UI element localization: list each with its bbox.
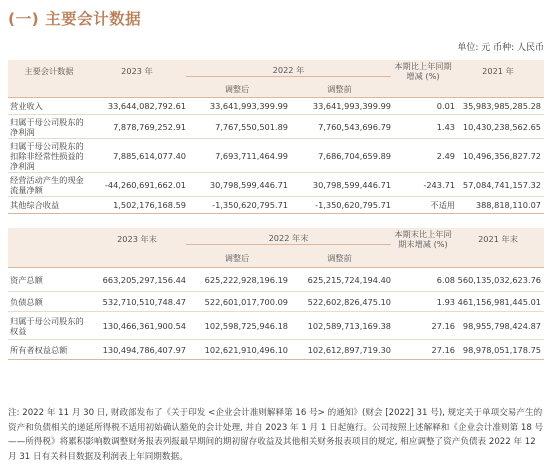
table2-header-row1 (8, 228, 544, 250)
value-2023: 532,710,510,748.47 (102, 296, 186, 307)
row-label: 负债总额 (10, 296, 43, 307)
value-2021: 98,955,798,424.87 (462, 320, 541, 331)
value-2021: 461,156,981,445.01 (457, 296, 541, 307)
value-2022-before: 7,686,704,659.89 (318, 150, 391, 161)
value-2023: 7,885,614,077.40 (113, 150, 186, 161)
table-row (8, 340, 544, 360)
table-row (8, 312, 544, 340)
table2-header-row2 (8, 250, 544, 268)
table-row (8, 173, 544, 197)
row-label: 经营活动产生的现金流量净额 (10, 174, 84, 195)
value-2021: 57,084,741,157.32 (462, 179, 541, 190)
table-row (8, 197, 544, 214)
value-change: 27.16 (431, 320, 455, 331)
table-row (8, 292, 544, 312)
value-2023: -44,260,691,662.01 (104, 179, 186, 190)
value-2022-before: 102,589,713,169.38 (307, 320, 391, 331)
value-2022-adjusted: 33,641,993,399.99 (209, 101, 288, 111)
table2-head-adjusted: 调整后 (224, 253, 250, 263)
value-change: 2.49 (436, 150, 455, 161)
table1-head-2021: 2021 年 (482, 65, 514, 76)
value-2021: 388,818,110.07 (475, 200, 541, 210)
table-row (8, 98, 544, 115)
row-label: 营业收入 (10, 101, 43, 111)
row-label: 资产总额 (10, 274, 43, 285)
value-2022-adjusted: 30,798,599,446.71 (209, 179, 288, 190)
value-2022-adjusted: 102,621,910,496.10 (204, 344, 288, 355)
value-2023: 663,205,297,156.44 (102, 274, 186, 285)
value-2023: 130,466,361,900.54 (102, 320, 186, 331)
value-change: 6.08 (436, 274, 455, 285)
table1-head-before: 调整前 (327, 84, 352, 94)
table1-head-2022: 2022 年 (186, 65, 391, 77)
footnote: 注: 2022 年 11 月 30 日, 财政部发布了《关于印发 <企业会计准则解释第 16 号> 的通知》(财会 [2022] 31 号), 规定关于单项交易产生的资产和负债相关的递延所得税不适用初始确认豁免的会计处理, 并自 2023 年 1 月 1 日起施行。公司按照上述解释和《企业会计准则第 18 号——所得税》将累积影响数调整财务报表列报最早期间的期初留存收益及其他相关财务报表项目的规定, 相应调整了资产负债表 2022 年 12 月 31 日有关科目数据及利润表上年同期数据。 (8, 408, 544, 462)
value-2022-before: 30,798,599,446.71 (312, 179, 391, 190)
value-2021: 560,135,032,623.76 (457, 274, 541, 285)
table2-head-2021: 2021 年末 (478, 233, 518, 244)
value-2022-before: 522,602,826,475.10 (307, 296, 391, 307)
value-change: 1.93 (436, 296, 455, 307)
value-change: 27.16 (431, 344, 455, 355)
value-2023: 1,502,176,168.59 (113, 200, 186, 210)
value-2022-before: 33,641,993,399.99 (312, 101, 391, 111)
table2-head-change: 本期末比上年同期末增减 (%) (394, 229, 452, 249)
value-2021: 10,430,238,562.65 (462, 121, 541, 132)
table1-header-row2 (8, 82, 544, 98)
value-2022-adjusted: 522,601,017,700.09 (204, 296, 288, 307)
value-2021: 10,496,356,827.72 (462, 150, 541, 161)
value-2022-before: 102,612,897,719.30 (307, 344, 391, 355)
value-2023: 130,494,786,407.97 (102, 344, 186, 355)
unit-currency-line: 单位: 元 币种: 人民币 (457, 43, 544, 53)
table2-head-before: 调整前 (327, 253, 352, 263)
value-2021: 35,983,985,285.28 (462, 101, 541, 111)
value-change: -243.71 (423, 179, 455, 190)
value-2023: 33,644,082,792.61 (107, 101, 186, 111)
value-2023: 7,878,769,252.91 (113, 121, 186, 132)
table2-head-2023: 2023 年末 (117, 233, 157, 244)
table2-head-2022: 2022 年末 (186, 233, 391, 245)
value-2022-adjusted: 625,222,928,196.19 (204, 274, 288, 285)
value-2021: 98,978,051,178.75 (462, 344, 541, 355)
value-change: 0.01 (436, 101, 455, 111)
row-label: 所有者权益总额 (10, 344, 68, 355)
value-2022-adjusted: 102,598,725,946.18 (204, 320, 288, 331)
value-2022-adjusted: -1,350,620,795.71 (212, 200, 288, 210)
balance-data-table (8, 228, 544, 360)
value-2022-before: -1,350,620,795.71 (315, 200, 391, 210)
table-row (8, 115, 544, 139)
value-2022-before: 7,760,543,696.79 (318, 121, 391, 132)
row-label: 其他综合收益 (10, 200, 60, 210)
value-2022-adjusted: 7,767,550,501.89 (215, 121, 288, 132)
row-label: 归属于母公司股东的权益 (10, 315, 84, 336)
table1-header-row1 (8, 60, 544, 82)
value-change: 不适用 (430, 199, 455, 210)
value-change: 1.43 (436, 121, 455, 132)
value-2022-before: 625,215,724,194.40 (307, 274, 391, 285)
value-2022-adjusted: 7,693,711,464.99 (215, 150, 288, 161)
table-row (8, 139, 544, 173)
table1-head-change: 本期比上年同期增减 (%) (394, 61, 452, 81)
row-label: 归属于母公司股东的扣除非经常性损益的净利润 (10, 140, 84, 171)
table1-head-2023: 2023 年 (121, 65, 153, 76)
table1-head-label: 主要会计数据 (24, 66, 74, 76)
row-label: 归属于母公司股东的净利润 (10, 116, 84, 137)
table-row (8, 268, 544, 292)
table1-head-adjusted: 调整后 (224, 84, 250, 94)
key-financial-data-table (8, 60, 544, 214)
section-title: (一) 主要会计数据 (8, 10, 142, 28)
